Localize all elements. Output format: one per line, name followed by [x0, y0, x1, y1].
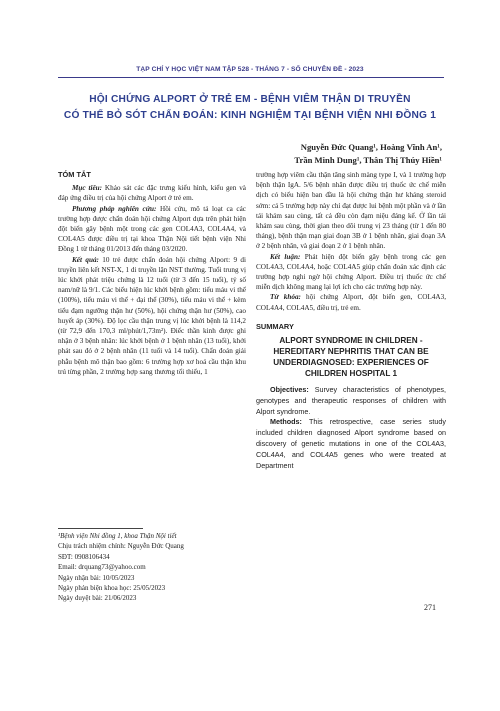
footnote-received: Ngày nhận bài: 10/05/2023 [58, 573, 135, 582]
results-label: Kết quả: [72, 255, 99, 264]
author-list [182, 141, 442, 167]
english-title: ALPORT SYNDROME IN CHILDREN - HEREDITARY NEPHRITIS THAT CAN BE UNDERDIAGNOSED: EXPERIENCES OF CHILDREN HOSPITAL 1 [273, 336, 429, 379]
results-paragraph [58, 255, 246, 377]
right-column [256, 170, 446, 471]
article-title-line2: CÓ THỂ BỎ SÓT CHẨN ĐOÁN: KINH NGHIỆM TẠI BỆNH VIỆN NHI ĐỒNG 1 [63, 110, 437, 121]
methods-label: Phương pháp nghiên cứu: [72, 204, 157, 213]
footnotes [58, 531, 248, 604]
keywords-text: hội chứng Alport, đột biến gen, COL4A3, COL4A4, COL4A5, điều trị, trẻ em. [256, 293, 446, 312]
objectives-en-label: Objectives: [270, 385, 309, 395]
methods-en-text: This retrospective, case series study included children diagnosed Alport syndrome based on discovery of genetic mutations in one of the COL4A3, COL4A4, and COL4A5 genes who were treated at Department [256, 417, 446, 470]
results-text: 10 trẻ được chẩn đoán hội chứng Alport: 9 di truyền liên kết NST-X, 1 di truyền lặn NST thường. Tuổi trung vị lúc khởi phát triệu chứng là 12 tuổi (từ 3 đến 15 tuổi), tỷ số nam/nữ là 9/1. Các biểu hiện lúc khởi bệnh gồm: tiểu máu vi thể (100%), tiểu máu vi thể + đại thể (30%), tiểu máu vi thể + kèm tiểu đạm ngưỡng thận hư (50%), hội chứng thận hư (50%), cao huyết áp (30%). Độ lọc cầu thận trung vị lúc khởi bệnh là 114,2 (từ 72,9 đến 170,3 ml/phút/1,73m²). Điếc thần kinh được ghi nhận ở 3 bệnh nhân: lúc khởi bệnh ở 1 bệnh nhân (13 tuổi), khởi phát sau đó ở 2 bệnh nhân (11 tuổi và 14 tuổi). Chẩn đoán giải phẫu bệnh mô thận bao gồm: 6 trường hợp xơ hoá cầu thận khu trú từng phần, 2 trường hợp sang thương tối thiểu, 1 [58, 255, 247, 376]
page-number: 271 [424, 603, 436, 612]
footnote-reviewed: Ngày phản biện khoa học: 25/05/2023 [58, 584, 166, 593]
authors-line1: Nguyễn Đức Quang¹, Hoàng Vĩnh An¹, [300, 142, 442, 152]
summary-en-heading: SUMMARY [256, 321, 294, 331]
keywords-label: Từ khóa: [270, 293, 301, 302]
conclusion-text: Phát hiện đột biến gây bệnh trong các gen COL4A3, COL4A4, hoặc COL4A5 giúp chẩn đoán xác định các trường hợp nghi ngờ hội chứng Alport. Điều trị thuốc ức chế miễn dịch không mang lại lợi ích cho các trường hợp này. [256, 252, 446, 292]
methods-en-label: Methods: [270, 417, 302, 427]
header-rule [58, 77, 444, 78]
article-title [40, 92, 460, 124]
conclusion-label: Kết luận: [270, 252, 301, 261]
footnote-affiliation: ¹Bệnh viện Nhi đồng 1, khoa Thận Nội tiết [58, 532, 177, 540]
objectives-en-text: Survey characteristics of phenotypes, genotypes and therapeutic responses of children with Alport syndrome. [256, 385, 446, 416]
results-continued [256, 170, 446, 252]
conclusion-paragraph [256, 252, 446, 293]
left-column [58, 170, 246, 377]
footnote-approved: Ngày duyệt bài: 21/06/2023 [58, 594, 137, 603]
journal-header: TẠP CHÍ Y HỌC VIỆT NAM TẬP 528 - THÁNG 7 - SỐ CHUYÊN ĐỀ - 2023 [136, 66, 364, 73]
objective-paragraph [58, 183, 246, 203]
summary-vi-heading: TÓM TẮT [58, 170, 91, 179]
authors-line2: Trần Minh Dung¹, Thân Thị Thúy Hiền¹ [294, 155, 442, 165]
keywords-paragraph [256, 292, 446, 312]
footnote-rule [58, 528, 143, 529]
results-continued-text: trường hợp viêm cầu thận tăng sinh màng type I, và 1 trường hợp bệnh thận IgA. 5/6 bệnh nhân được điều trị thuốc ức chế miễn dịch có biểu hiện ban đầu là hội chứng thận hư kháng steroid sớm: cả 5 trường hợp này chỉ đạt được lui bệnh một phần và ở lần tái khám sau cùng, tất cả đều còn đạm niệu đáng kể. Ở lần tái khám sau cùng, thời gian theo dõi trung vị 23 tháng (từ 1 đến 80 tháng), bệnh thận mạn giai đoạn 3B ở 1 bệnh nhân, giai đoạn 3A ở 2 bệnh nhân, và giai đoạn 2 ở 1 bệnh nhân. [256, 171, 446, 251]
objectives-en-paragraph [256, 385, 446, 417]
article-title-line1: HỘI CHỨNG ALPORT Ở TRẺ EM - BỆNH VIÊM THẬN DI TRUYỀN [89, 94, 411, 105]
methods-paragraph [58, 204, 246, 255]
methods-text: Hồi cứu, mô tả loạt ca các trường hợp được chẩn đoán hội chứng Alport dựa trên phát hiện đột biến gây bệnh một trong các gen COL4A3, COL4A4, và COL4A5 được điều trị tại khoa Thận Nội tiết bệnh viện Nhi Đồng 1 từ tháng 01/2013 đến tháng 03/2020. [58, 204, 246, 254]
objective-label: Mục tiêu: [72, 184, 103, 193]
footnote-responsible: Chịu trách nhiệm chính: Nguyễn Đức Quang [58, 542, 184, 551]
footnote-phone: SĐT: 0908106434 [58, 552, 110, 561]
objective-text: Khảo sát các đặc trưng kiểu hình, kiểu gen và đáp ứng điều trị của hội chứng Alport ở trẻ em. [58, 184, 246, 203]
footnote-email: Email: drquang73@yahoo.com [58, 563, 146, 572]
methods-en-paragraph [256, 417, 446, 471]
